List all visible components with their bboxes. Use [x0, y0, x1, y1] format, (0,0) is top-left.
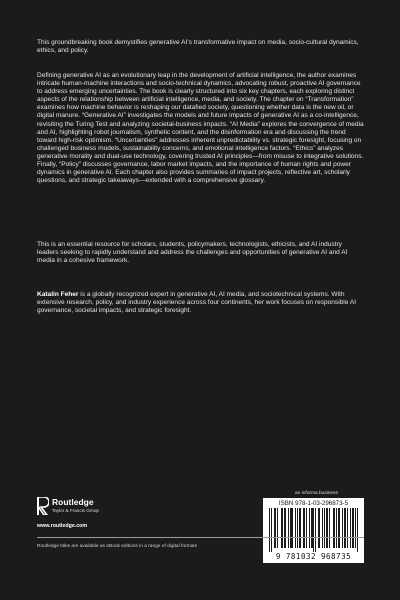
- barcode-bar: [277, 508, 278, 548]
- barcode-digits: 9 781032 968735: [275, 552, 352, 561]
- intro-paragraph: [37, 39, 365, 55]
- barcode-bar: [315, 508, 316, 552]
- publisher-name: Routledge: [52, 497, 94, 507]
- barcode-bar: [291, 508, 292, 548]
- barcode-bar: [288, 508, 289, 548]
- barcode-bar: [319, 508, 320, 548]
- barcode-bar: [350, 508, 351, 548]
- barcode-bar: [274, 508, 275, 548]
- ebook-note: Routledge titles are available as eBook editions in a range of digital formats: [37, 544, 197, 549]
- barcode-bar: [324, 508, 325, 548]
- barcode-bar: [342, 508, 343, 548]
- barcode-bar: [327, 508, 328, 548]
- barcode-bar: [311, 508, 312, 548]
- barcode-bar: [322, 508, 323, 548]
- barcode-bar: [336, 508, 337, 548]
- barcode-bar: [326, 508, 327, 548]
- barcode-bar: [345, 508, 346, 548]
- barcode-bar: [282, 508, 283, 548]
- isbn-label: ISBN 978-1-03-296873-5: [278, 500, 349, 507]
- barcode-bar: [347, 508, 348, 548]
- barcode-bar: [339, 508, 340, 548]
- barcode-bar: [297, 508, 298, 548]
- description-paragraph: [37, 72, 365, 185]
- barcode-bar: [306, 508, 307, 548]
- barcode-bar: [352, 508, 353, 548]
- barcode-bar: [285, 508, 286, 548]
- barcode-bar: [299, 508, 300, 548]
- barcode-bar: [300, 508, 301, 548]
- barcode-bar: [338, 508, 339, 548]
- audience-paragraph: [37, 241, 365, 265]
- publisher-url[interactable]: www.routledge.com: [37, 523, 88, 529]
- audience-text: This is an essential resource for scholars, students, policymakers, technologists, ethicists, and AI industry leaders seeking to rapidly understand and address the challenges and opportunities of generative AI and AI media in a cohesive framework.: [37, 241, 348, 265]
- routledge-logo-icon: [37, 497, 49, 515]
- barcode-bar: [269, 508, 270, 552]
- barcode-bar: [312, 508, 313, 548]
- barcode-bar: [344, 508, 345, 548]
- barcode-bar: [333, 508, 334, 548]
- barcode-bar: [353, 508, 354, 548]
- description-text: Defining generative AI as an evolutionary leap in the development of artificial intelligence, the author examines intricate human-machine interactions and socio-technical dynamics, advocating robust, proactive AI governance to address emerging uncertainties. The book is clearly structured into six key chapters, each exploring distinct aspects of the relationship between artificial intelligence, media, and society. The chapter on “Transformation” examines how machine behavior is reshaping our datafied society, questioning whether data is the new oil, or digital manure. “Generative AI” investigates the models and future impacts of generative AI as a co-intelligence, revisiting the Turing Test and analyzing societal-business impacts. “AI Media” explores the convergence of media and AI, highlighting robot journalism, synthetic content, and the disinformation era and discussing the trend toward high-risk optimism. “Uncertainties” addresses inherent unpredictability vs. strategic foresight, focusing on challenged business models, sustainability concerns, and emotional intelligence factors. “Ethics” analyzes generative morality and dual-use technology, covering trusted AI principles—from misuse to integrative solutions. Finally, “Policy” discusses governance, labor market impacts, and the importance of human rights and power dynamics in generative AI. Each chapter also provides summaries of impact projects, reflective art, scholarly questions, and strategic takeaways—extended with a comprehensive glossary.: [37, 72, 364, 185]
- barcode-bar: [295, 508, 296, 548]
- barcode-bar: [292, 508, 293, 548]
- barcode-bar: [303, 508, 304, 548]
- barcode-bar: [309, 508, 310, 548]
- barcode-bar: [334, 508, 335, 548]
- author-bio: [37, 291, 365, 315]
- author-bio-text: is a globally recognized expert in generative AI, AI media, and sociotechnical systems. With extensive research, policy, and industry experience across four continents, her work focuses on responsible AI governance, societal impacts, and strategic foresight.: [37, 291, 357, 315]
- barcode-bar: [304, 508, 305, 548]
- barcode-bar: [290, 508, 291, 548]
- barcode-bar: [329, 508, 330, 548]
- barcode-bar: [355, 508, 356, 548]
- informa-tagline: an informa business: [295, 491, 338, 496]
- publisher-subtitle: Taylor & Francis Group: [52, 508, 99, 513]
- barcode-bar: [284, 508, 285, 548]
- barcode-bar: [318, 508, 319, 548]
- barcode-icon: [269, 508, 359, 552]
- barcode-bar: [275, 508, 276, 548]
- isbn-barcode: [263, 498, 364, 563]
- barcode-bar: [357, 508, 358, 552]
- footer-divider: [37, 537, 364, 538]
- barcode-bar: [313, 508, 314, 552]
- barcode-bar: [281, 508, 282, 548]
- author-name: Katalin Feher: [37, 291, 79, 298]
- intro-text: This groundbreaking book demystifies generative AI’s transformative impact on media, socio-cultural dynamics, ethics, and policy.: [37, 39, 359, 55]
- barcode-bar: [271, 508, 272, 552]
